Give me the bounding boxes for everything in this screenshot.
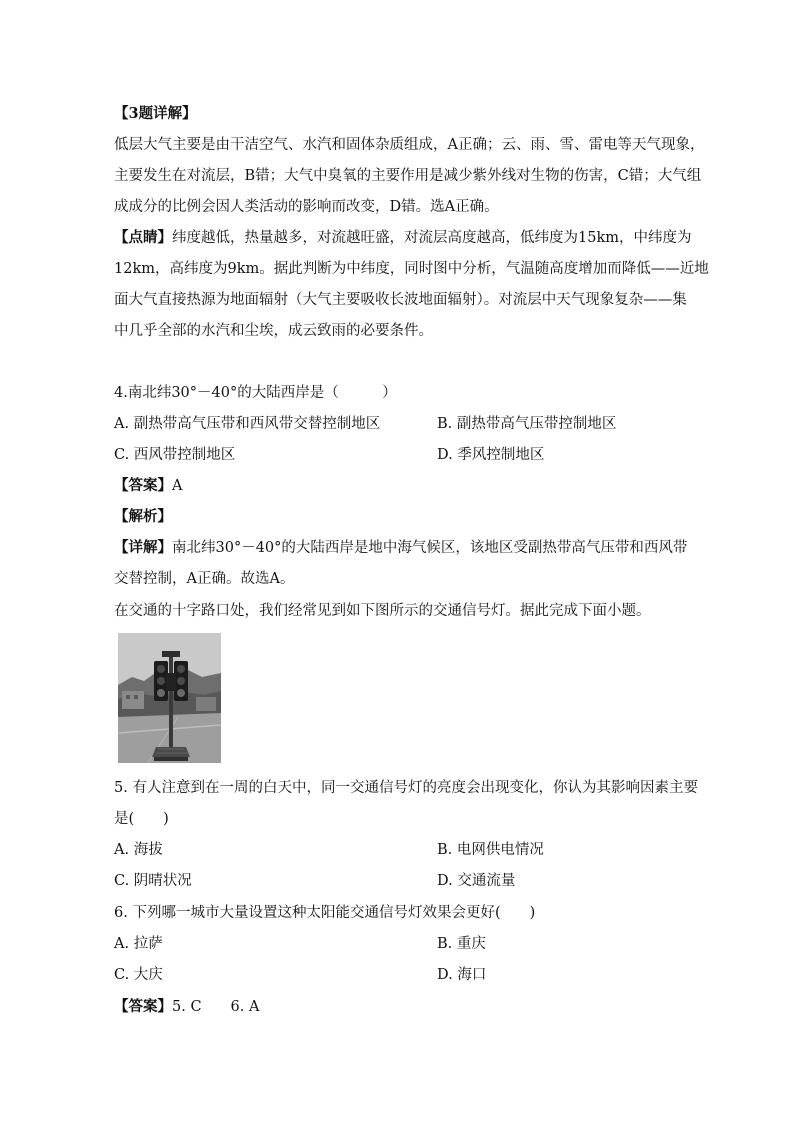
section3-line-2: 主要发生在对流层，B错；大气中臭氧的主要作用是减少紫外线对生物的伤害，C错；大气组 xyxy=(114,168,702,184)
q4-option-a: A. 副热带高气压带和西风带交替控制地区 xyxy=(114,416,381,432)
q5-option-a: A. 海拔 xyxy=(114,842,163,858)
q6-option-d: D. 海口 xyxy=(437,967,487,983)
q4-answer-value: A xyxy=(172,478,183,494)
final-answer-label: 【答案】 xyxy=(114,998,172,1015)
q6-stem: 6. 下列哪一城市大量设置这种太阳能交通信号灯效果会更好( ) xyxy=(114,905,536,921)
q6-option-a: A. 拉萨 xyxy=(114,936,163,952)
q4-detail-line-2: 交替控制，A正确。故选A。 xyxy=(114,571,295,587)
traffic-light-intro: 在交通的十字路口处，我们经常见到如下图所示的交通信号灯。据此完成下面小题。 xyxy=(114,603,651,619)
q6-option-b: B. 重庆 xyxy=(437,936,486,952)
q4-stem: 4.南北纬30°－40°的大陆西岸是（ ） xyxy=(114,385,397,401)
q5-option-c: C. 阴晴状况 xyxy=(114,873,192,889)
dianjing-line-2: 12km，高纬度为9km。据此判断为中纬度，同时图中分析，气温随高度增加而降低——近地 xyxy=(114,261,709,277)
q4-answer-label: 【答案】 xyxy=(114,477,172,494)
q5-option-b: B. 电网供电情况 xyxy=(437,842,544,858)
section3-line-1: 低层大气主要是由干洁空气、水汽和固体杂质组成，A正确；云、雨、雪、雷电等天气现象， xyxy=(114,137,705,153)
q5-stem-line-1: 5. 有人注意到在一周的白天中，同一交通信号灯的亮度会出现变化，你认为其影响因素主要 xyxy=(114,780,698,796)
dianjing-label: 【点睛】 xyxy=(114,229,172,246)
q4-option-b: B. 副热带高气压带控制地区 xyxy=(437,416,617,432)
dianjing-line-3: 面大气直接热源为地面辐射（大气主要吸收长波地面辐射）。对流层中天气现象复杂——集 xyxy=(114,292,687,308)
q4-option-c: C. 西风带控制地区 xyxy=(114,447,236,463)
traffic-light-photo xyxy=(118,633,221,763)
dianjing-line-1 xyxy=(114,228,691,248)
final-answer-text: 5. C 6. A xyxy=(172,999,260,1015)
q5-stem-line-2: 是( ) xyxy=(114,811,169,827)
section3-heading: 【3题详解】 xyxy=(114,105,197,122)
q4-detail-label: 【详解】 xyxy=(114,539,172,556)
q5-option-d: D. 交通流量 xyxy=(437,873,516,889)
q4-detail-text-1: 南北纬30°－40°的大陆西岸是地中海气候区，该地区受副热带高气压带和西风带 xyxy=(172,540,688,556)
q4-jiexi-label: 【解析】 xyxy=(114,508,172,525)
dianjing-line-4: 中几乎全部的水汽和尘埃，成云致雨的必要条件。 xyxy=(114,323,433,339)
q4-detail-line-1 xyxy=(114,538,687,558)
final-answer xyxy=(114,997,259,1017)
solar-traffic-light-image xyxy=(118,633,221,763)
dianjing-text-1: 纬度越低，热量越多，对流越旺盛，对流层高度越高，低纬度为15km，中纬度为 xyxy=(172,230,692,246)
q4-option-d: D. 季风控制地区 xyxy=(437,447,545,463)
q4-answer xyxy=(114,476,182,496)
section3-line-3: 成成分的比例会因人类活动的影响而改变，D错。选A正确。 xyxy=(114,199,499,215)
q6-option-c: C. 大庆 xyxy=(114,967,163,983)
